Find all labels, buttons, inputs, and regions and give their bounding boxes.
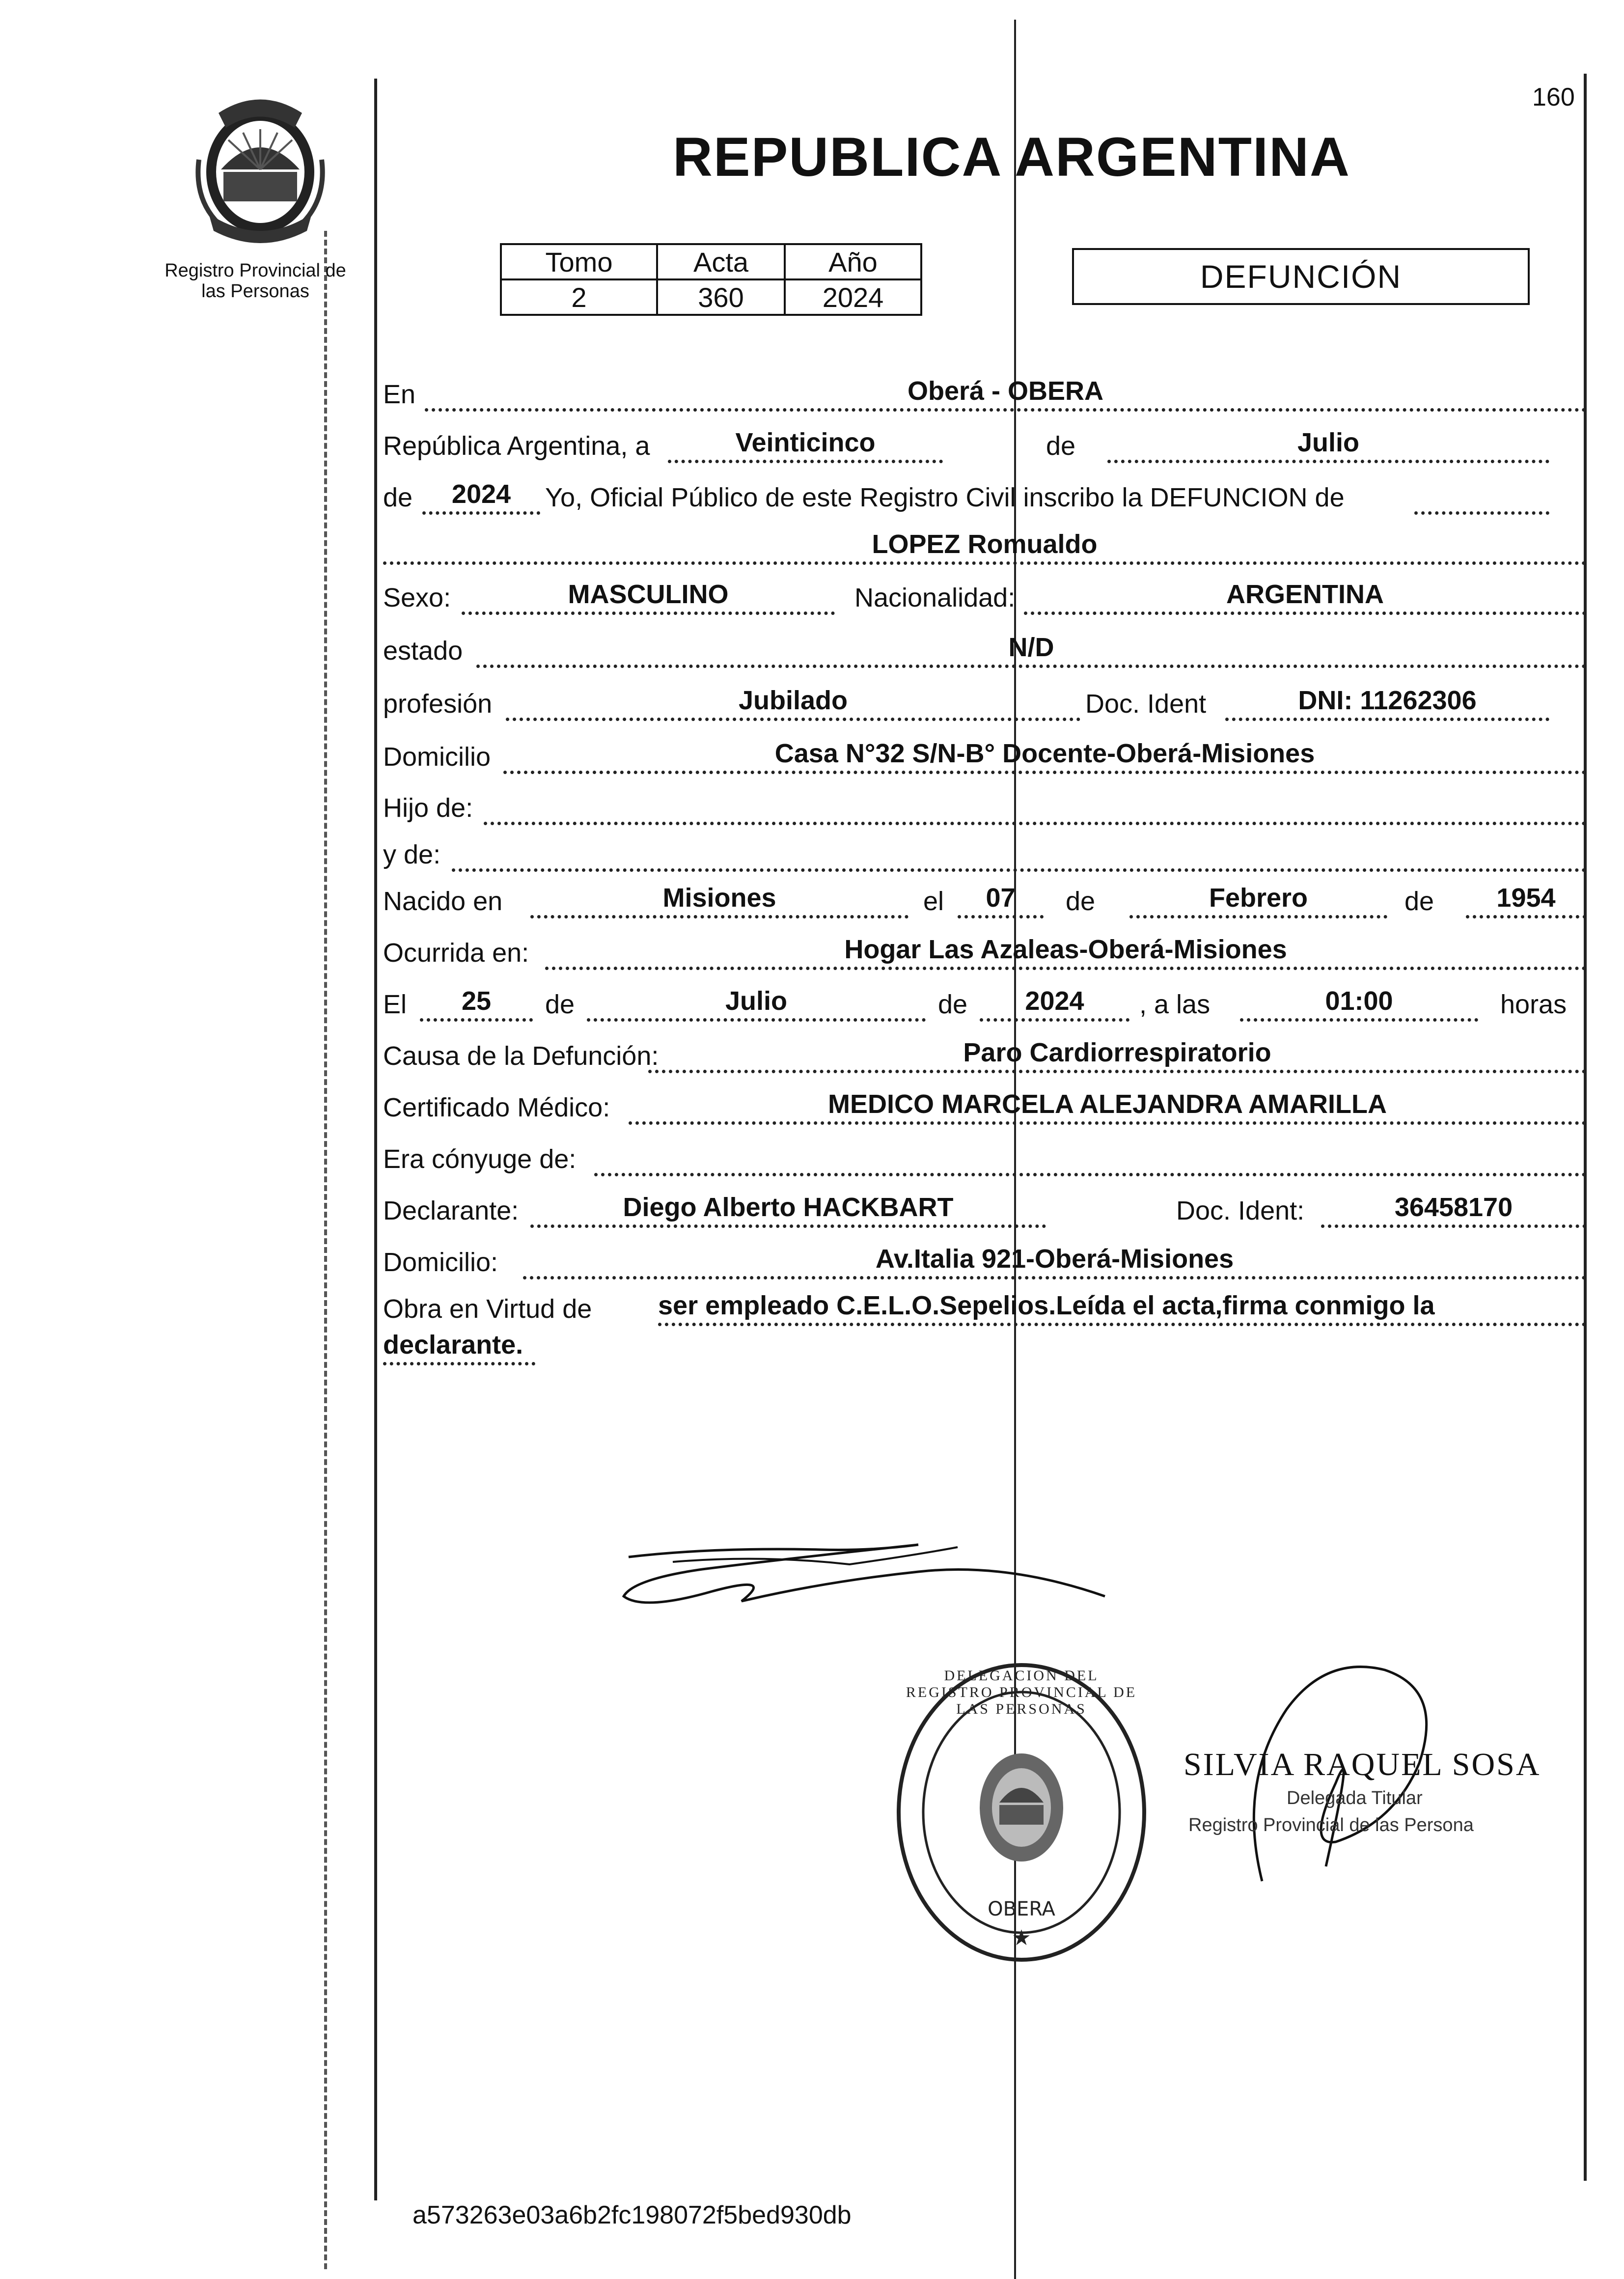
signatory-office: Registro Provincial de las Persona — [1188, 1815, 1474, 1835]
field-nacido-mes: Febrero — [1129, 881, 1387, 918]
label-doc-ident: Doc. Ident — [1085, 689, 1207, 719]
label-nacionalidad: Nacionalidad: — [854, 583, 1016, 612]
field-conyuge — [594, 1139, 1586, 1176]
field-obra-linea-2: declarante. — [383, 1328, 535, 1365]
reference-table — [500, 243, 922, 316]
row-ocurrida — [383, 926, 1586, 975]
label-de-5: de — [545, 990, 575, 1019]
field-causa: Paro Cardiorrespiratorio — [648, 1035, 1586, 1073]
seal-star-icon: ★ — [1012, 1925, 1031, 1950]
field-obra-linea-1: ser empleado C.E.L.O.Sepelios.Leída el acta,firma conmigo la — [658, 1288, 1586, 1326]
province-logo — [189, 86, 331, 248]
reference-value-row — [501, 279, 921, 315]
field-nombre: LOPEZ Romualdo — [383, 527, 1586, 565]
row-nacido — [383, 874, 1586, 923]
page-number: 160 — [1532, 83, 1575, 111]
field-declarante: Diego Alberto HACKBART — [530, 1190, 1046, 1228]
field-def-mes: Julio — [587, 984, 926, 1022]
signatory-role: Delegada Titular — [1287, 1788, 1423, 1808]
row-hijo — [383, 781, 1586, 830]
label-a-las: , a las — [1139, 990, 1211, 1019]
label-de-6: de — [938, 990, 968, 1019]
row-nombre — [383, 521, 1586, 570]
row-profesion — [383, 677, 1586, 726]
field-hijo — [484, 787, 1586, 825]
value-acta: 360 — [657, 279, 785, 315]
row-conyuge — [383, 1132, 1586, 1181]
label-de-3: de — [1066, 887, 1096, 916]
label-conyuge: Era cónyuge de: — [383, 1144, 577, 1174]
row-obra-2 — [383, 1321, 1586, 1370]
seal-ring-text: DELEGACION DEL REGISTRO PROVINCIAL DE LAS PERSONAS — [906, 1668, 1137, 1717]
label-causa: Causa de la Defunción: — [383, 1041, 659, 1071]
field-estado: N/D — [476, 630, 1586, 668]
label-de-1: de — [1046, 431, 1076, 461]
field-def-hora: 01:00 — [1240, 984, 1478, 1022]
seal-bottom-text: OBERA — [988, 1898, 1055, 1920]
field-doc-ident: DNI: 11262306 — [1225, 683, 1549, 721]
label-inscribe: Yo, Oficial Público de este Registro Civil inscribo la DEFUNCION de — [545, 483, 1345, 512]
header-acta: Acta — [657, 244, 785, 279]
field-def-anio: 2024 — [980, 984, 1129, 1022]
field-nacionalidad: ARGENTINA — [1024, 577, 1586, 615]
row-anio-inscribe — [383, 471, 1586, 520]
label-el-2: El — [383, 990, 407, 1019]
label-obra: Obra en Virtud de — [383, 1294, 592, 1324]
row-estado — [383, 624, 1586, 673]
declarant-signature — [614, 1528, 1203, 1655]
row-domicilio-2 — [383, 1235, 1586, 1284]
label-doc-ident-2: Doc. Ident: — [1176, 1196, 1305, 1225]
label-en: En — [383, 380, 416, 409]
field-anio: 2024 — [422, 477, 540, 515]
value-anio: 2024 — [785, 279, 921, 315]
field-nacido-dia: 07 — [958, 881, 1044, 918]
label-ocurrida: Ocurrida en: — [383, 938, 529, 968]
signatory-name: SILVIA RAQUEL SOSA — [1184, 1747, 1541, 1782]
row-declarante — [383, 1184, 1586, 1233]
field-certificado: MEDICO MARCELA ALEJANDRA AMARILLA — [629, 1087, 1586, 1125]
left-margin-line — [374, 79, 377, 2200]
field-dia-letras: Veinticinco — [668, 425, 943, 463]
reference-header-row — [501, 244, 921, 279]
header-tomo: Tomo — [501, 244, 657, 279]
label-sexo: Sexo: — [383, 583, 451, 612]
label-certificado: Certificado Médico: — [383, 1093, 610, 1122]
field-y-de — [452, 834, 1586, 872]
label-de-4: de — [1404, 887, 1434, 916]
field-def-dia: 25 — [420, 984, 533, 1022]
field-domicilio-2: Av.Italia 921-Oberá-Misiones — [523, 1242, 1586, 1279]
field-mes: Julio — [1107, 425, 1549, 463]
label-republica: República Argentina, a — [383, 431, 650, 461]
document-kind-box: DEFUNCIÓN — [1072, 248, 1530, 305]
document-hash: a573263e03a6b2fc198072f5bed930db — [413, 2201, 852, 2229]
label-hijo: Hijo de: — [383, 793, 473, 823]
binding-perforation — [324, 231, 327, 2269]
row-fecha-defuncion — [383, 977, 1586, 1027]
label-profesion: profesión — [383, 689, 493, 719]
label-estado: estado — [383, 636, 463, 666]
value-tomo: 2 — [501, 279, 657, 315]
field-sexo: MASCULINO — [462, 577, 835, 615]
row-en — [383, 367, 1586, 417]
label-de-2: de — [383, 483, 413, 512]
field-nacido-anio: 1954 — [1466, 881, 1586, 918]
field-lugar: Oberá - OBERA — [425, 374, 1586, 412]
coat-of-arms-icon — [189, 86, 331, 248]
row-certificado — [383, 1081, 1586, 1130]
field-profesion: Jubilado — [506, 683, 1080, 721]
label-el: el — [923, 887, 944, 916]
label-declarante: Declarante: — [383, 1196, 519, 1225]
row-republica — [383, 419, 1586, 468]
label-y-de: y de: — [383, 840, 441, 869]
row-sexo — [383, 571, 1586, 620]
logo-caption: Registro Provincial de las Personas — [165, 260, 346, 302]
field-ocurrida: Hogar Las Azaleas-Oberá-Misiones — [545, 932, 1586, 970]
label-nacido: Nacido en — [383, 887, 503, 916]
field-doc-ident-2: 36458170 — [1321, 1190, 1586, 1228]
field-nacido-lugar: Misiones — [530, 881, 908, 918]
label-horas: horas — [1500, 990, 1567, 1019]
header-anio: Año — [785, 244, 921, 279]
field-domicilio: Casa N°32 S/N-B° Docente-Oberá-Misiones — [503, 736, 1586, 774]
label-domicilio-2: Domicilio: — [383, 1248, 498, 1277]
field-inscribe-tail — [1414, 477, 1549, 515]
row-domicilio — [383, 730, 1586, 779]
row-y-de — [383, 828, 1586, 877]
row-causa — [383, 1029, 1586, 1078]
label-domicilio: Domicilio — [383, 742, 491, 772]
page-title: REPUBLICA ARGENTINA — [673, 126, 1350, 188]
